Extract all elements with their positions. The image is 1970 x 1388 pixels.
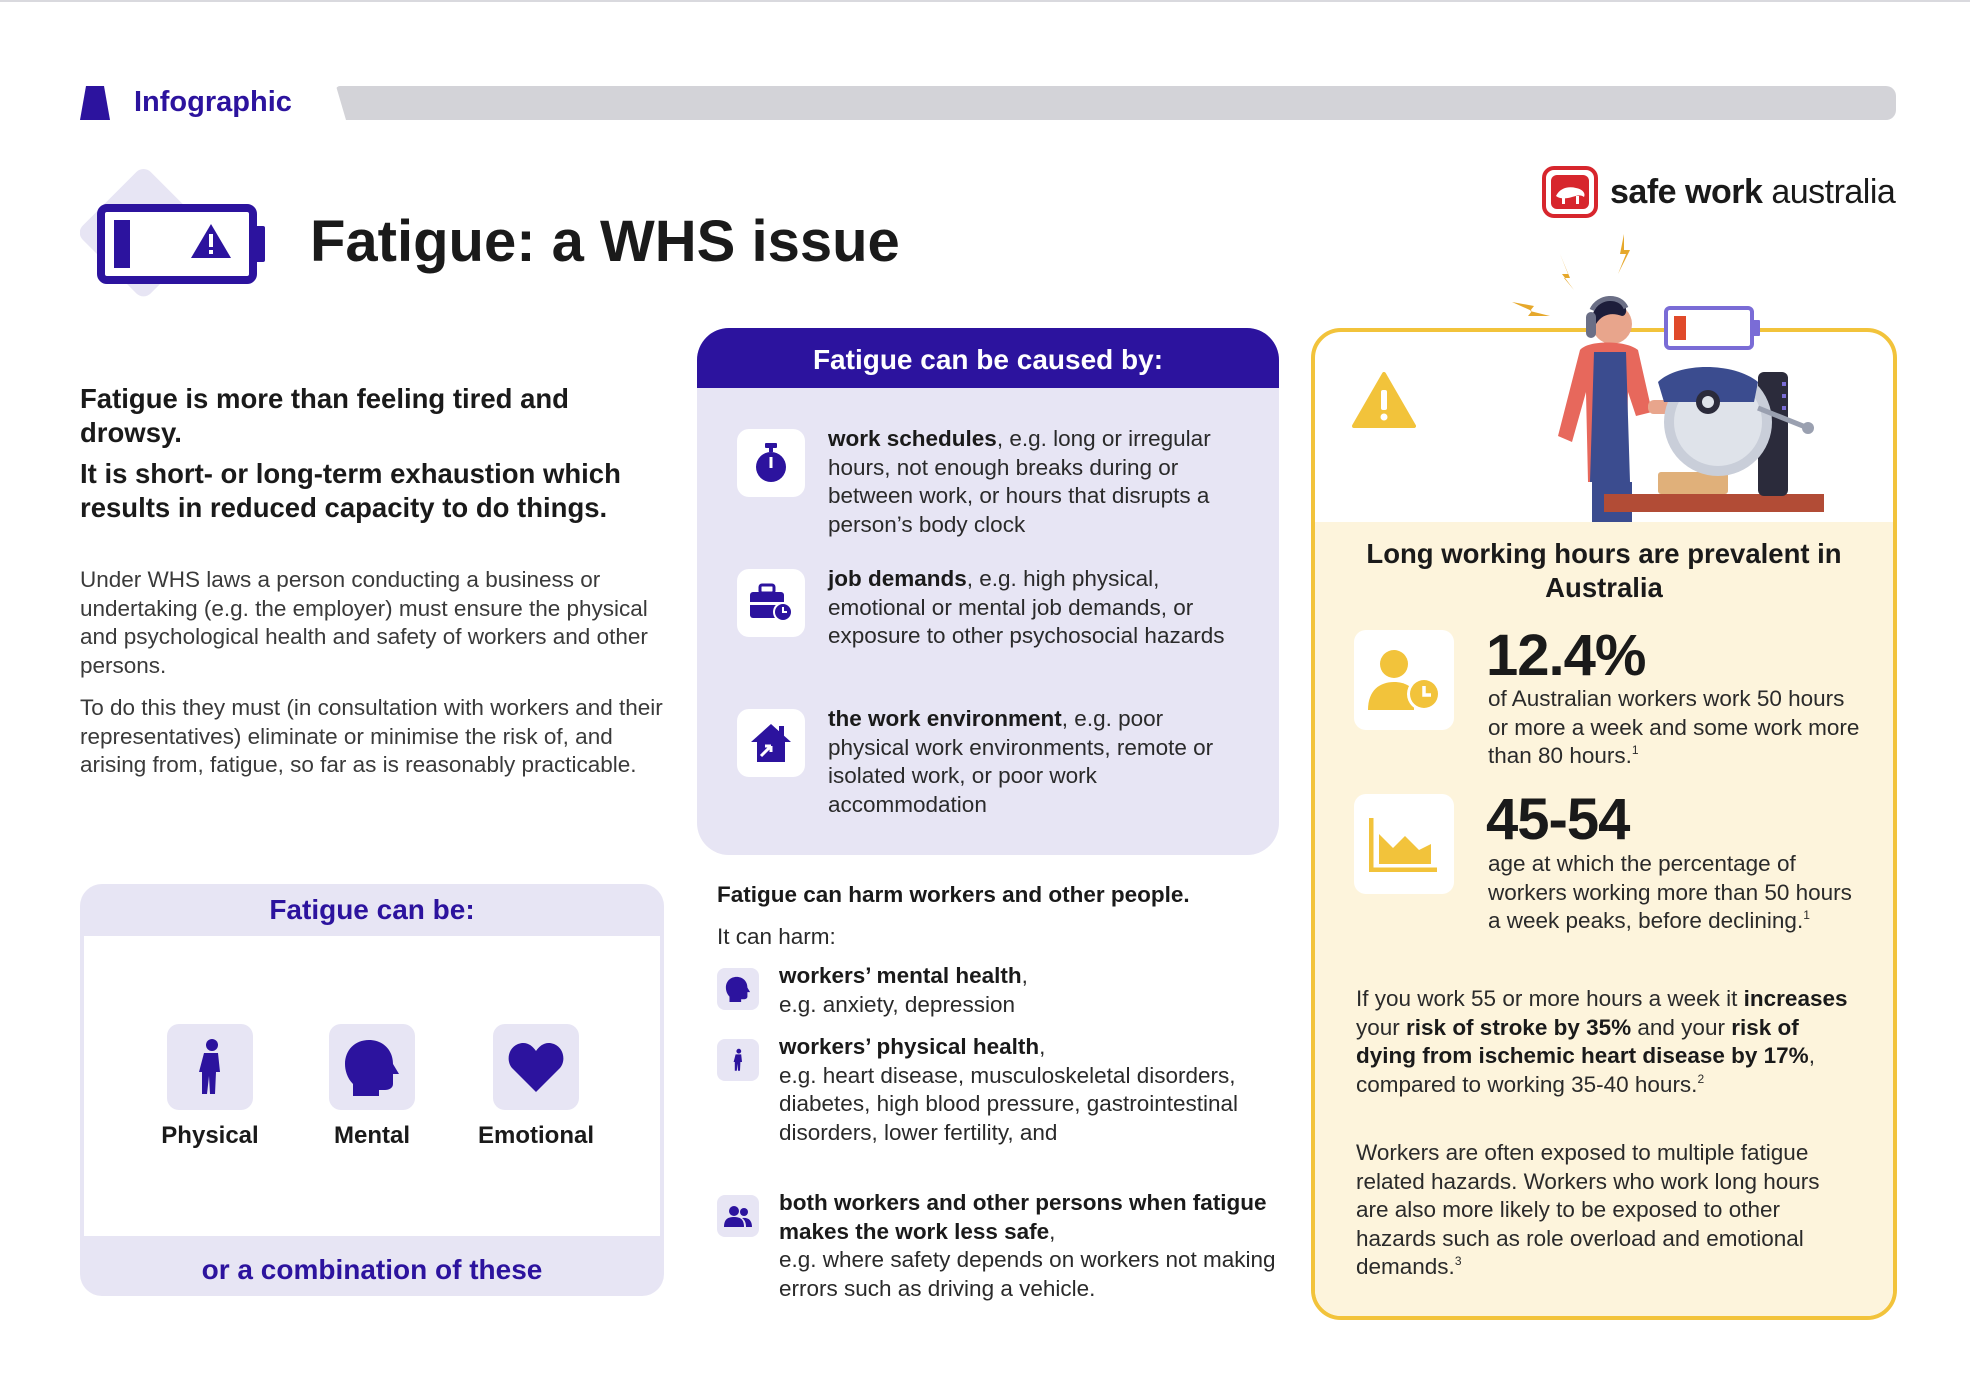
stat-text-2: age at which the percentage of workers working more than 50 hours a week peaks, before declining.$^1$ [1488,851,1852,933]
causes-title: Fatigue can be caused by: [697,328,1279,388]
house-icon [749,722,793,764]
harm-item: workers’ physical health, e.g. heart disease, musculoskeletal disorders, diabetes, high blood pressure, gastrointestinal disorders, lower fertility, and [717,1033,1277,1173]
fatigue-types-footer: or a combination of these [201,1254,543,1285]
stat-text-1: of Australian workers work 50 hours or more a week and some work more than 80 hours.$^1$ [1488,686,1860,768]
intro-bold-2: It is short- or long-term exhaustion which results in reduced capacity to do things. [80,458,621,523]
harm-heading: Fatigue can harm workers and other people. [717,882,1190,907]
cause-item: work schedules, e.g. long or irregular hours, not enough breaks during or between work, or hours that disrupts a person’s body clock [737,425,1257,555]
page-title: Fatigue: a WHS issue [310,209,900,274]
stopwatch-icon [753,443,789,483]
head-icon [725,976,751,1002]
worker-at-saw-illustration [1508,232,1846,522]
logo-mark-icon [1542,166,1598,218]
head-icon [343,1038,401,1096]
briefcase-clock-icon [748,583,794,623]
battery-warning-icon [80,146,280,342]
intro-body [80,566,670,780]
stat-icon-1 [1354,630,1454,730]
person-clock-icon [1366,648,1442,712]
heart-icon [508,1042,564,1092]
cause-item: the work environment, e.g. poor physical work environments, remote or isolated work, or poor work accommodation [737,705,1257,835]
safe-work-australia-logo[interactable] [1542,166,1895,218]
stat-value-1: 12.4% [1486,623,1646,688]
hazards-paragraph: Workers are often exposed to multiple fatigue related hazards. Workers who work long hours are also more likely to be exposed to other hazards such as role overload and emotional demands.$^3$ [1356,1140,1820,1279]
causes-panel [697,328,1279,855]
fatigue-type-mental: Mental [302,1024,442,1150]
intro-statements [80,382,670,525]
fatigue-type-physical: Physical [140,1024,280,1150]
top-divider [0,0,1970,2]
intro-bold-1: Fatigue is more than feeling tired and drowsy. [80,383,569,448]
person-icon [730,1047,746,1073]
stat-value-2: 45-54 [1486,787,1630,852]
intro-para-1: Under WHS laws a person conducting a business or undertaking (e.g. the employer) must ensure the physical and psychological health and safety of workers and other persons. [80,567,648,678]
person-icon [190,1038,230,1096]
harm-item: workers’ mental health, e.g. anxiety, depression [717,962,1277,1022]
stat-icon-2 [1354,794,1454,894]
harm-sub: It can harm: [717,924,836,949]
harm-item: both workers and other persons when fatigue makes the work less safe, e.g. where safety depends on workers not making errors such as driving a vehicle. [717,1189,1277,1309]
tag-bar [336,86,1896,120]
area-chart-icon [1369,816,1439,872]
tag-label: Infographic [134,86,292,118]
people-icon [724,1205,752,1227]
warning-icon [1352,372,1416,428]
tag-icon [80,86,110,120]
fatigue-type-emotional: Emotional [466,1024,606,1150]
stats-title: Long working hours are prevalent in Australia [1366,538,1842,603]
fatigue-types-title: Fatigue can be: [269,894,475,925]
intro-para-2: To do this they must (in consultation with workers and their representatives) eliminate or minimise the risk of, and arising from, fatigue, so far as is reasonably practicable. [80,695,663,777]
cause-item: job demands, e.g. high physical, emotional or mental job demands, or exposure to other psychosocial hazards [737,565,1257,695]
logo-text: safe work australia [1610,172,1896,211]
fatigue-types-panel [80,884,664,1296]
stroke-risk-paragraph: If you work 55 or more hours a week it increases your risk of stroke by 35% and your risk of dying from ischemic heart disease by 17%, compared to working 35-40 hours.$^2$ [1356,986,1848,1097]
